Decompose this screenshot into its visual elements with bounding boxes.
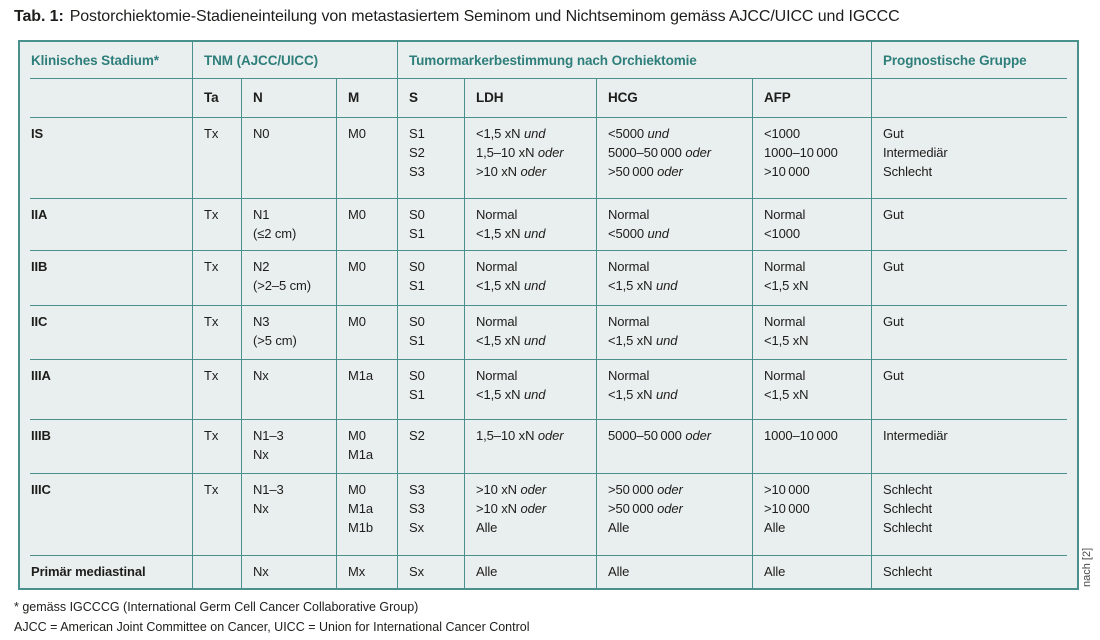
- staging-table: [18, 40, 1079, 590]
- cell-prognostic-group: Gut: [883, 207, 904, 222]
- cell-s: S0 S1: [398, 198, 465, 250]
- cell-s: S0 S1: [398, 250, 465, 305]
- cell-n: N2 (>2–5 cm): [242, 250, 337, 305]
- table-caption: [14, 8, 900, 26]
- cell-n: N0: [242, 117, 337, 198]
- cell-m: M0: [337, 117, 398, 198]
- cell-hcg: Normal <5000 und: [597, 198, 753, 250]
- cell-hcg: 5000–50 000 oder: [597, 419, 753, 473]
- cell-m: M0: [337, 250, 398, 305]
- cell-n: Nx: [242, 555, 337, 588]
- header-row-columns: [20, 78, 1077, 117]
- stage-cell: Primär mediastinal: [20, 555, 193, 588]
- cell-ta: Tx: [193, 250, 242, 305]
- footnote-ajcc-uicc: AJCC = American Joint Committee on Cancer, UICC = Union for International Cancer Control: [14, 620, 530, 634]
- cell-afp: >10 000 >10 000 Alle: [753, 473, 872, 555]
- cell-hcg: <5000 und 5000–50 000 oder >50 000 oder: [597, 117, 753, 198]
- cell-n: N1–3 Nx: [242, 419, 337, 473]
- cell-s: S0 S1: [398, 359, 465, 419]
- cell-ldh: Normal <1,5 xN und: [465, 198, 597, 250]
- column-header-blank-0: [20, 78, 193, 117]
- footnote-igcccg: * gemäss IGCCCG (International Germ Cell Cancer Collaborative Group): [14, 600, 419, 614]
- cell-ta: Tx: [193, 419, 242, 473]
- stage-cell: IIIB: [20, 419, 193, 473]
- cell-prognostic-group: Schlecht Schlecht Schlecht: [883, 482, 933, 535]
- column-header-afp: AFP: [753, 78, 872, 117]
- cell-ldh: Normal <1,5 xN und: [465, 250, 597, 305]
- cell-hcg: Normal <1,5 xN und: [597, 359, 753, 419]
- header-row-groups: [20, 42, 1077, 78]
- row-iiib: [20, 419, 1077, 473]
- cell-afp: 1000–10 000: [753, 419, 872, 473]
- column-header-m: M: [337, 78, 398, 117]
- column-header-blank-8: [872, 78, 1077, 117]
- cell-m: M1a: [337, 359, 398, 419]
- cell-ta: Tx: [193, 198, 242, 250]
- row-iic: [20, 305, 1077, 359]
- cell-ta: Tx: [193, 117, 242, 198]
- cell-m: M0: [337, 198, 398, 250]
- cell-ldh: Normal <1,5 xN und: [465, 305, 597, 359]
- cell-n: N3 (>5 cm): [242, 305, 337, 359]
- cell-n: N1 (≤2 cm): [242, 198, 337, 250]
- cell-afp: <1000 1000–10 000 >10 000: [753, 117, 872, 198]
- row-primar-mediastinal: [20, 555, 1077, 588]
- cell-hcg: >50 000 oder >50 000 oder Alle: [597, 473, 753, 555]
- cell-ta: Tx: [193, 305, 242, 359]
- cell-hcg: Alle: [597, 555, 753, 588]
- cell-afp: Normal <1,5 xN: [753, 305, 872, 359]
- cell-ldh: Alle: [465, 555, 597, 588]
- cell-n: N1–3 Nx: [242, 473, 337, 555]
- cell-m: M0 M1a: [337, 419, 398, 473]
- cell-ta: Tx: [193, 473, 242, 555]
- cell-m: Mx: [337, 555, 398, 588]
- column-header-ta: Ta: [193, 78, 242, 117]
- cell-ldh: 1,5–10 xN oder: [465, 419, 597, 473]
- stage-cell: IIIC: [20, 473, 193, 555]
- cell-s: S1 S2 S3: [398, 117, 465, 198]
- group-header-klinisches-stadium: Klinisches Stadium*: [20, 42, 193, 78]
- group-header-prognostische-gruppe: Prognostische Gruppe: [883, 53, 1027, 68]
- cell-afp: Normal <1,5 xN: [753, 359, 872, 419]
- source-reference-note: nach [2]: [1081, 547, 1093, 587]
- row-iiic: [20, 473, 1077, 555]
- table-caption-text: Postorchiektomie-Stadieneinteilung von metastasiertem Seminom und Nichtseminom gemäss AJCC/UICC und IGCCC: [69, 8, 900, 25]
- cell-ldh: Normal <1,5 xN und: [465, 359, 597, 419]
- column-header-n: N: [242, 78, 337, 117]
- table-caption-label: Tab. 1:: [14, 8, 64, 25]
- column-header-s: S: [398, 78, 465, 117]
- cell-s: S2: [398, 419, 465, 473]
- cell-prognostic-group: Intermediär: [883, 428, 948, 443]
- cell-m: M0: [337, 305, 398, 359]
- cell-afp: Alle: [753, 555, 872, 588]
- stage-cell: IIC: [20, 305, 193, 359]
- cell-n: Nx: [242, 359, 337, 419]
- cell-prognostic-group: Gut Intermediär Schlecht: [883, 126, 948, 179]
- cell-prognostic-group: Schlecht: [883, 564, 933, 579]
- group-header-tnm-ajcc-uicc: TNM (AJCC/UICC): [193, 42, 398, 78]
- cell-hcg: Normal <1,5 xN und: [597, 250, 753, 305]
- cell-hcg: Normal <1,5 xN und: [597, 305, 753, 359]
- cell-prognostic-group: Gut: [883, 259, 904, 274]
- cell-s: S3 S3 Sx: [398, 473, 465, 555]
- row-iia: [20, 198, 1077, 250]
- row-iiia: [20, 359, 1077, 419]
- cell-afp: Normal <1,5 xN: [753, 250, 872, 305]
- cell-ldh: <1,5 xN und 1,5–10 xN oder >10 xN oder: [465, 117, 597, 198]
- stage-cell: IIB: [20, 250, 193, 305]
- footnotes: [14, 597, 530, 637]
- row-iib: [20, 250, 1077, 305]
- column-header-hcg: HCG: [597, 78, 753, 117]
- cell-ldh: >10 xN oder >10 xN oder Alle: [465, 473, 597, 555]
- cell-prognostic-group: Gut: [883, 368, 904, 383]
- cell-ta: [193, 555, 242, 588]
- cell-afp: Normal <1000: [753, 198, 872, 250]
- cell-prognostic-group: Gut: [883, 314, 904, 329]
- stage-cell: IIIA: [20, 359, 193, 419]
- group-header-tumormarkerbestimmung-nach-orchiektomie: Tumormarkerbestimmung nach Orchiektomie: [398, 42, 872, 78]
- row-is: [20, 117, 1077, 198]
- stage-cell: IIA: [20, 198, 193, 250]
- stage-cell: IS: [20, 117, 193, 198]
- cell-s: Sx: [398, 555, 465, 588]
- cell-m: M0 M1a M1b: [337, 473, 398, 555]
- column-header-ldh: LDH: [465, 78, 597, 117]
- cell-s: S0 S1: [398, 305, 465, 359]
- cell-ta: Tx: [193, 359, 242, 419]
